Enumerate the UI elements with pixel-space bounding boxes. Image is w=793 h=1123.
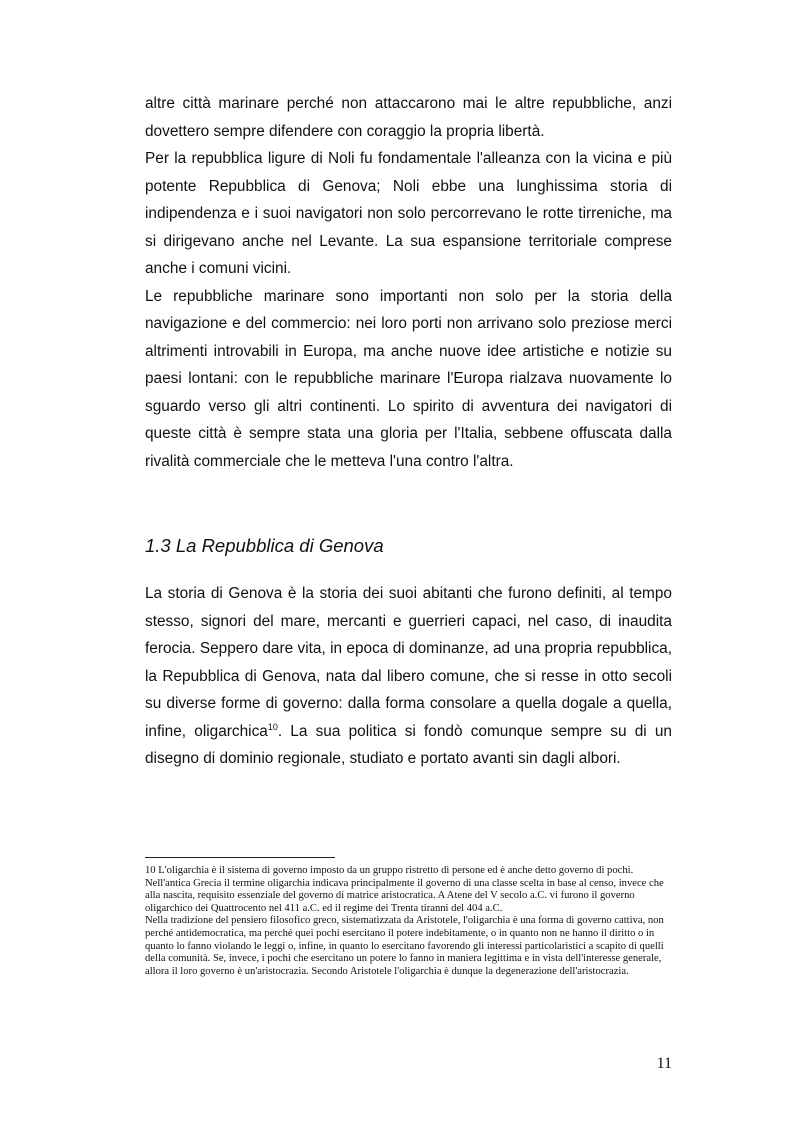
footnote — [145, 865, 672, 978]
footnote-line: Nell'antica Grecia il termine oligarchia indicava principalmente il governo di una classe scelta in base al censo, invece che alla nascita, requisito essenziale del governo di matrice aristocratica. A Atene del V secolo a.C. vi furono il governo oligarchico dei Quattrocento nel 411 a.C. ed il regime dei Trenta tiranni del 404 a.C. — [145, 877, 664, 914]
paragraph: altre città marinare perché non attaccarono mai le altre repubbliche, anzi dovettero sempre difendere con coraggio la propria libertà. — [145, 95, 672, 140]
footnote-separator — [145, 857, 335, 858]
paragraph: Le repubbliche marinare sono importanti non solo per la storia della navigazione e del commercio: nei loro porti non arrivano solo preziose merci altrimenti introvabili in Europa, ma anche nuove idee artistiche e notizie su paesi lontani: con le repubbliche marinare l'Europa rialzava nuovamente lo sguardo verso gli altri continenti. Lo spirito di avventura dei navigatori di queste città è sempre stata una gloria per l'Italia, sebbene offuscata dalla rivalità commerciale che le metteva l'una contro l'altra. — [145, 287, 672, 470]
section-heading: 1.3 La Repubblica di Genova — [145, 535, 384, 556]
paragraph-text: La storia di Genova è la storia dei suoi abitanti che furono definiti, al tempo stesso, signori del mare, mercanti e guerrieri capaci, nel caso, di inaudita ferocia. Seppero dare vita, in epoca di dominanze, ad una propria repubblica, la Repubblica di Genova, nata dal libero comune, che si resse in otto secoli su diverse forme di governo: dalla forma consolare a quella dogale a quella, infine, oligarchica — [145, 585, 672, 740]
section-body-text — [145, 580, 672, 773]
paragraph-text: . La sua politica si fondò comunque sempre su di un disegno di dominio regionale, studiato e portato avanti sin dagli albori. — [145, 722, 672, 767]
paragraph — [145, 580, 672, 773]
page-number: 11 — [656, 1055, 672, 1072]
footnote-line: Nella tradizione del pensiero filosofico greco, sistematizzata da Aristotele, l'oligarchia è una forma di governo cattiva, non perché antidemocratica, ma perché quei pochi esercitano il potere indebitamente, o in quanto non ne hanno il diritto o in quanto lo fanno violando le leggi o, infine, in quanto lo esercitano favorendo gli interessi particolaristici a scapito di quelli della comunità. Se, invece, i pochi che esercitano un potere lo fanno in maniera legittima e in vista dell'interesse generale, allora il loro governo è un'aristocrazia. Secondo Aristotele l'oligarchia è dunque la degenerazione dell'aristocrazia. — [145, 915, 664, 977]
section-continuation-text — [145, 90, 672, 475]
paragraph: Per la repubblica ligure di Noli fu fondamentale l'alleanza con la vicina e più potente Repubblica di Genova; Noli ebbe una lunghissima storia di indipendenza e i suoi navigatori non solo percorrevano le rotte tirreniche, ma si dirigevano anche nel Levante. La sua espansione territoriale comprese anche i comuni vicini. — [145, 150, 672, 277]
footnote-reference[interactable]: 10 — [267, 721, 278, 732]
footnote-line: 10 L'oligarchia è il sistema di governo imposto da un gruppo ristretto di persone ed è anche detto governo di pochi. — [145, 865, 634, 876]
